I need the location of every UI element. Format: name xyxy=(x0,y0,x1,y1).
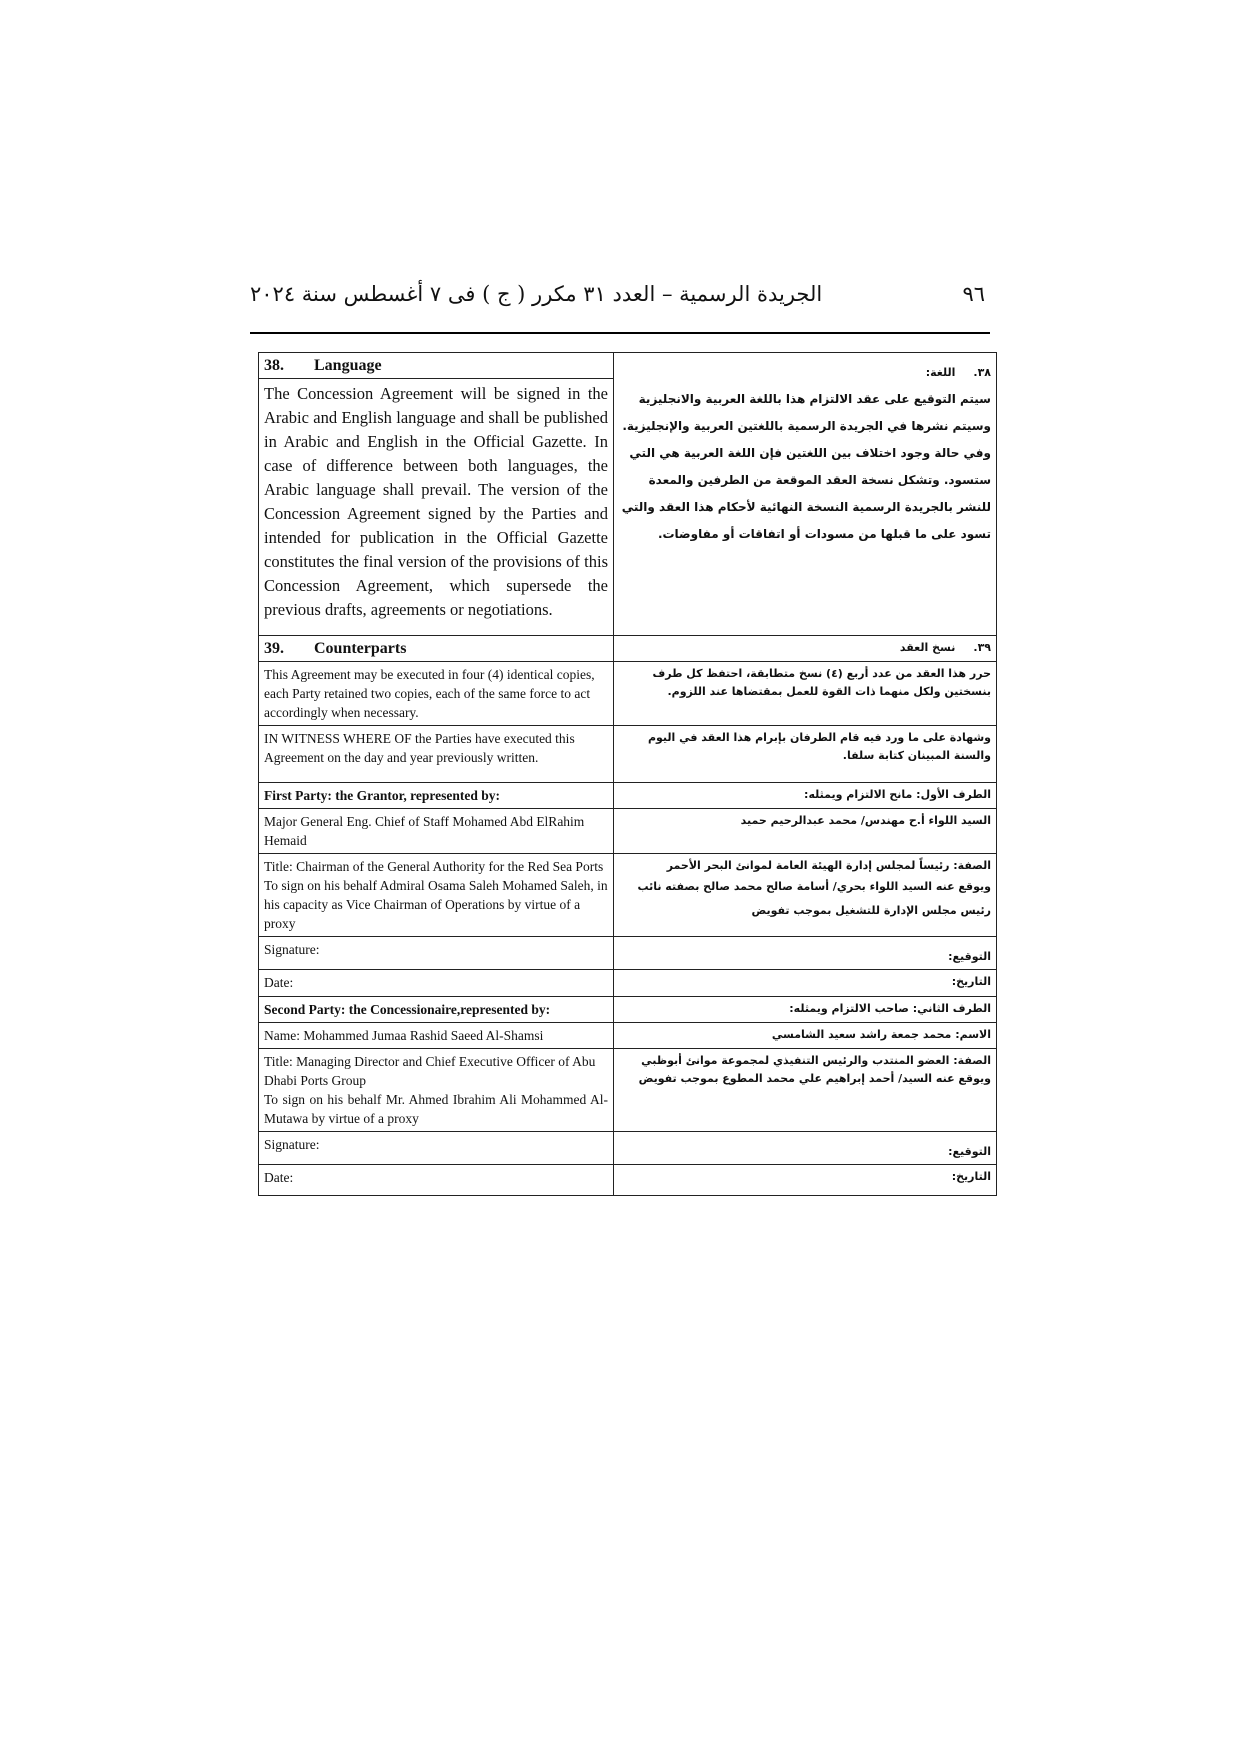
first-party-title-row xyxy=(259,854,997,937)
counterparts-body-row xyxy=(259,662,997,726)
first-party-name-row xyxy=(259,809,997,854)
counterparts-heading-en xyxy=(259,636,614,662)
section-number: 39. xyxy=(264,640,284,657)
section-title: Language xyxy=(314,357,382,374)
first-party-signature-en: Signature: xyxy=(259,937,614,970)
second-party-title-line-ar: الصفة: العضو المنتدب والرئيس التنفيذي لمجموعة موانئ أبوظبي xyxy=(641,1054,991,1067)
first-party-signature-ar: التوقيع: xyxy=(614,937,997,970)
language-text-ar: سيتم التوقيع على عقد الالتزام هذا باللغة العربية والانجليزية وسيتم نشرها في الجريدة الرسمية باللغتين العربية والإنجليزية. وفي حالة وجود اختلاف بين اللغتين فإن اللغة العربية هي التي ستسود. وتشكل نسخة العقد الموقعة من الطرفين والمعدة للنشر بالجريدة الرسمية النسخة النهائية لأحكام هذا العقد والتي تسود على ما قبلها من مسودات أو اتفاقات أو مفاوضات. xyxy=(621,392,991,541)
second-party-signature-row xyxy=(259,1132,997,1165)
first-party-title-line: Title: Chairman of the General Authority for the Red Sea Ports xyxy=(264,859,604,874)
section-number-ar: ٣٨. xyxy=(973,366,991,379)
second-party-signature-ar: التوقيع: xyxy=(614,1132,997,1165)
section-title: Counterparts xyxy=(314,640,407,657)
counterparts-heading-row xyxy=(259,636,997,662)
first-party-date-ar: التاريخ: xyxy=(614,970,997,997)
second-party-name-row xyxy=(259,1023,997,1049)
second-party-title-en xyxy=(259,1049,614,1132)
second-party-heading-row xyxy=(259,997,997,1023)
section-number: 38. xyxy=(264,357,284,374)
section-title-ar: نسخ العقد xyxy=(899,641,956,654)
first-party-heading-row xyxy=(259,783,997,809)
first-party-heading-en: First Party: the Grantor, represented by: xyxy=(259,783,614,809)
first-party-title-line-ar: الصفة: رئيساً لمجلس إدارة الهيئة العامة لموانئ البحر الأحمر xyxy=(666,859,991,872)
second-party-title-row xyxy=(259,1049,997,1132)
agreement-table xyxy=(258,352,997,1196)
second-party-date-row xyxy=(259,1165,997,1196)
counterparts-heading-ar xyxy=(614,636,997,662)
counterparts-text-ar: حرر هذا العقد من عدد أربع (٤) نسخ متطابقة، احتفظ كل طرف بنسختين ولكل منهما ذات القوة للعمل بمقتضاها عند اللزوم. xyxy=(614,662,997,726)
page-number: ٩٦ xyxy=(962,282,985,306)
first-party-proxy-line-ar: ويوقع عنه السيد اللواء بحري/ أسامة صالح محمد صالح بصفته نائب رئيس مجلس الإدارة للتشغيل بموجب تفويض xyxy=(637,880,991,917)
section-title-ar: اللغة: xyxy=(925,366,956,379)
second-party-name-ar: الاسم: محمد جمعة راشد سعيد الشامسي xyxy=(614,1023,997,1049)
first-party-name-en: Major General Eng. Chief of Staff Mohamed Abd ElRahim Hemaid xyxy=(259,809,614,854)
second-party-heading-en: Second Party: the Concessionaire,represented by: xyxy=(259,997,614,1023)
second-party-date-ar: التاريخ: xyxy=(614,1165,997,1196)
first-party-signature-row xyxy=(259,937,997,970)
page-header xyxy=(250,282,985,306)
second-party-name-en: Name: Mohammed Jumaa Rashid Saeed Al-Shamsi xyxy=(259,1023,614,1049)
gazette-title: الجريدة الرسمية – العدد ٣١ مكرر ( ج ) فى ٧ أغسطس سنة ٢٠٢٤ xyxy=(250,282,823,306)
first-party-title-ar xyxy=(614,854,997,937)
header-rule xyxy=(250,332,990,334)
witness-row xyxy=(259,726,997,783)
first-party-date-en: Date: xyxy=(259,970,614,997)
first-party-date-row xyxy=(259,970,997,997)
first-party-title-en xyxy=(259,854,614,937)
language-ar-cell xyxy=(614,353,997,636)
first-party-name-ar: السيد اللواء أ.ح مهندس/ محمد عبدالرحيم حميد xyxy=(614,809,997,854)
witness-text-en: IN WITNESS WHERE OF the Parties have executed this Agreement on the day and year previously written. xyxy=(259,726,614,783)
section-number-ar: ٣٩. xyxy=(973,641,991,654)
language-heading-row xyxy=(259,353,997,379)
second-party-proxy-line-ar: ويوقع عنه السيد/ أحمد إبراهيم علي محمد المطوع بموجب تفويض xyxy=(638,1072,991,1085)
counterparts-text-en: This Agreement may be executed in four (4) identical copies, each Party retained two copies, each of the same force to act accordingly when necessary. xyxy=(259,662,614,726)
language-heading-en xyxy=(259,353,614,379)
second-party-signature-en: Signature: xyxy=(259,1132,614,1165)
witness-text-ar: وشهادة على ما ورد فيه قام الطرفان بإبرام هذا العقد في اليوم والسنة المبينان كتابة سلفا. xyxy=(614,726,997,783)
second-party-heading-ar: الطرف الثاني: صاحب الالتزام ويمثله: xyxy=(614,997,997,1023)
language-text-en: The Concession Agreement will be signed in the Arabic and English language and shall be published in Arabic and English in the Official Gazette. In case of difference between both languages, the Arabic language shall prevail. The version of the Concession Agreement signed by the Parties and intended for publication in the Official Gazette constitutes the final version of the provisions of this Concession Agreement, which supersede the previous drafts, agreements or negotiations. xyxy=(259,379,614,636)
first-party-proxy-line: To sign on his behalf Admiral Osama Saleh Mohamed Saleh, in his capacity as Vice Chairman of Operations by virtue of a proxy xyxy=(264,878,608,931)
second-party-date-en: Date: xyxy=(259,1165,614,1196)
second-party-title-line: Title: Managing Director and Chief Executive Officer of Abu Dhabi Ports Group xyxy=(264,1054,596,1088)
second-party-proxy-line: To sign on his behalf Mr. Ahmed Ibrahim Ali Mohammed Al-Mutawa by virtue of a proxy xyxy=(264,1092,608,1126)
second-party-title-ar xyxy=(614,1049,997,1132)
first-party-heading-ar: الطرف الأول: مانح الالتزام ويمثله: xyxy=(614,783,997,809)
